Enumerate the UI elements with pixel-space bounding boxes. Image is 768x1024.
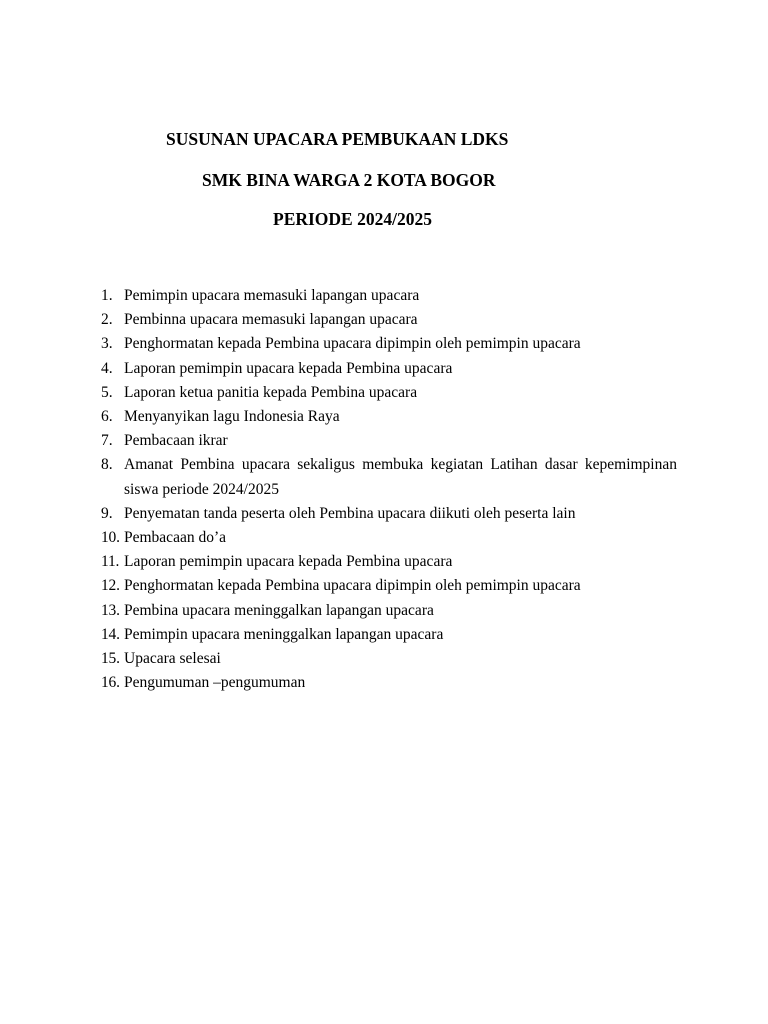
step-number: 14. xyxy=(101,625,120,643)
list-item xyxy=(101,526,677,550)
step-text: Pemimpin upacara memasuki lapangan upacara xyxy=(124,287,420,304)
ceremony-steps-list xyxy=(101,284,677,695)
list-item xyxy=(101,357,677,381)
step-number: 7. xyxy=(101,432,113,450)
step-number: 12. xyxy=(101,577,120,595)
list-item xyxy=(101,405,677,429)
list-item xyxy=(101,284,677,308)
step-text: Pembacaan ikrar xyxy=(124,432,228,450)
step-number: 5. xyxy=(101,383,113,401)
step-number: 9. xyxy=(101,504,113,522)
step-text: Menyanyikan lagu Indonesia Raya xyxy=(124,408,340,426)
step-number: 13. xyxy=(101,601,120,619)
list-item xyxy=(101,599,677,623)
step-number: 15. xyxy=(101,650,120,668)
step-number: 11. xyxy=(101,553,120,571)
list-item xyxy=(101,502,677,526)
step-text: Pemimpin upacara meninggalkan lapangan upacara xyxy=(124,625,444,643)
step-number: 2. xyxy=(101,311,113,329)
list-item xyxy=(101,381,677,405)
step-text: Pengumuman –pengumuman xyxy=(124,674,306,692)
step-text: Amanat Pembina upacara sekaligus membuka kegiatan Latihan dasar kepemimpinan siswa periode 2024/2025 xyxy=(124,456,677,498)
step-text: Penghormatan kepada Pembina upacara dipimpin oleh pemimpin upacara xyxy=(124,577,581,595)
step-number: 8. xyxy=(101,456,113,474)
step-text: Upacara selesai xyxy=(124,650,221,668)
list-item xyxy=(101,332,677,356)
step-text: Pembina upacara meninggalkan lapangan upacara xyxy=(124,601,434,619)
list-item xyxy=(101,308,677,332)
step-text: Laporan pemimpin upacara kepada Pembina upacara xyxy=(124,553,453,571)
list-item xyxy=(101,671,677,695)
step-number: 16. xyxy=(101,674,120,692)
list-item xyxy=(101,550,677,574)
step-number: 1. xyxy=(101,287,113,304)
list-item xyxy=(101,574,677,598)
step-text: Laporan ketua panitia kepada Pembina upacara xyxy=(124,383,418,401)
list-item xyxy=(101,453,677,501)
step-text: Penghormatan kepada Pembina upacara dipimpin oleh pemimpin upacara xyxy=(124,335,581,353)
list-item xyxy=(101,623,677,647)
step-number: 4. xyxy=(101,359,113,377)
list-item xyxy=(101,429,677,453)
list-item xyxy=(101,647,677,671)
step-text: Penyematan tanda peserta oleh Pembina upacara diikuti oleh peserta lain xyxy=(124,504,576,522)
step-text: Pembinna upacara memasuki lapangan upacara xyxy=(124,311,418,329)
step-number: 10. xyxy=(101,529,120,547)
step-text: Laporan pemimpin upacara kepada Pembina upacara xyxy=(124,359,453,377)
step-text: Pembacaan do’a xyxy=(124,529,226,547)
school-name: SMK BINA WARGA 2 KOTA BOGOR xyxy=(202,170,496,190)
step-number: 3. xyxy=(101,335,113,353)
period-label: PERIODE 2024/2025 xyxy=(273,209,432,229)
document-title: SUSUNAN UPACARA PEMBUKAAN LDKS xyxy=(166,129,509,149)
step-number: 6. xyxy=(101,408,113,426)
